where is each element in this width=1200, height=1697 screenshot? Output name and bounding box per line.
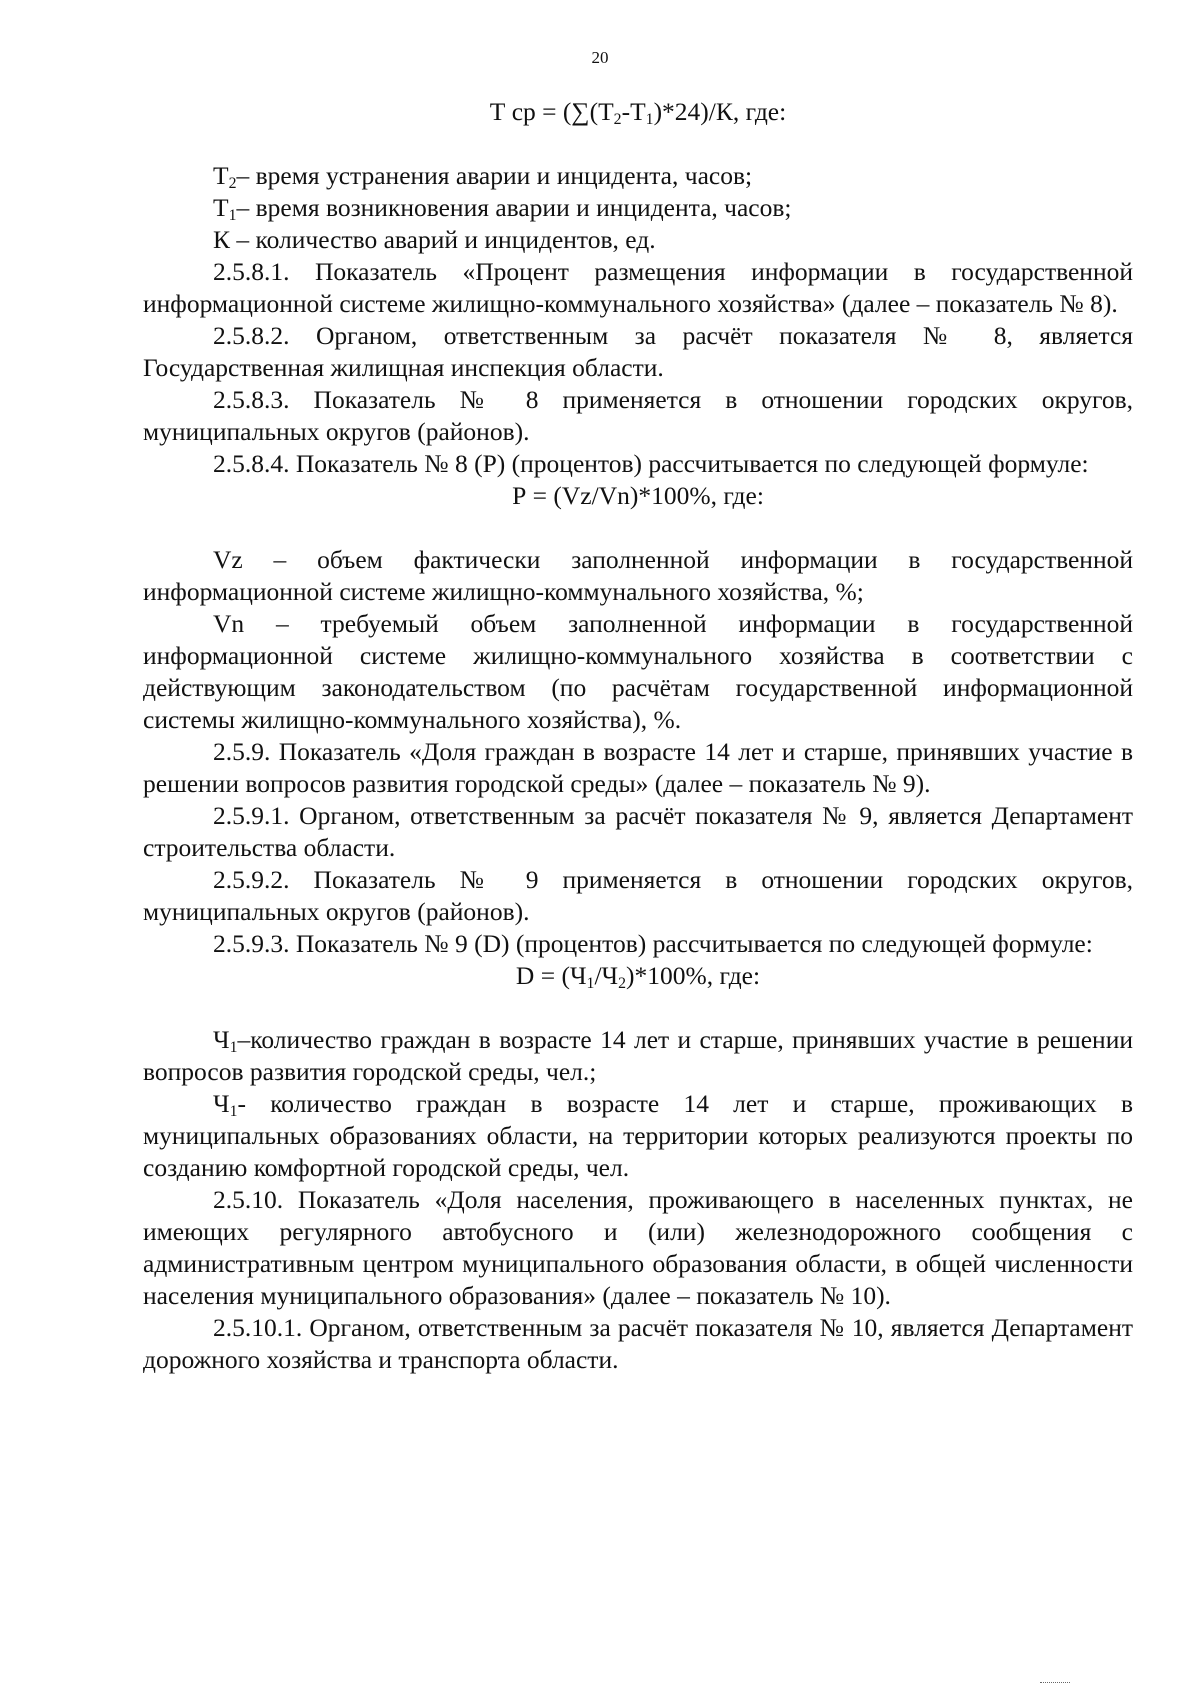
definition-t1 bbox=[143, 192, 1133, 224]
formula-d-rhs: )*100%, где: bbox=[626, 961, 761, 990]
definition-ch1-residents bbox=[143, 1088, 1133, 1184]
definition-t2-text: – время устранения аварии и инцидента, часов; bbox=[236, 161, 753, 190]
paragraph-2-5-9-2: 2.5.9.2. Показатель № 9 применяется в отношении городских округов, муниципальных округов (районов). bbox=[143, 865, 1133, 926]
paragraph-2-5-9-3: 2.5.9.3. Показатель № 9 (D) (процентов) рассчитывается по следующей формуле: bbox=[213, 929, 1093, 958]
definition-ch1a-symbol: Ч bbox=[213, 1025, 230, 1054]
formula-t-avg bbox=[143, 96, 1133, 128]
paragraph-2-5-8-4: 2.5.8.4. Показатель № 8 (Р) (процентов) рассчитывается по следующей формуле: bbox=[213, 449, 1089, 478]
formula-t-avg-rhs: )*24)/К, где: bbox=[653, 97, 787, 126]
definition-ch1-participants bbox=[143, 1024, 1133, 1088]
paragraph-2-5-8-2: 2.5.8.2. Органом, ответственным за расчёт показателя № 8, является Государственная жилищная инспекция области. bbox=[143, 321, 1133, 382]
formula-d-sub2: 2 bbox=[618, 974, 627, 992]
formula-d-sub1: 1 bbox=[586, 974, 595, 992]
paragraph-2-5-10-1: 2.5.10.1. Органом, ответственным за расчёт показателя № 10, является Департамент дорожного хозяйства и транспорта области. bbox=[143, 1313, 1133, 1374]
document-body bbox=[143, 96, 1133, 1376]
definition-vz: Vz – объем фактически заполненной информации в государственной информационной системе жилищно-коммунального хозяйства, %; bbox=[143, 545, 1133, 606]
paragraph-2-5-9: 2.5.9. Показатель «Доля граждан в возрасте 14 лет и старше, принявших участие в решении вопросов развития городской среды» (далее – показатель № 9). bbox=[143, 737, 1133, 798]
definition-t2-symbol: Т bbox=[213, 161, 229, 190]
definition-ch1b-symbol: Ч bbox=[213, 1089, 230, 1118]
definition-t1-sub: 1 bbox=[228, 206, 237, 224]
scan-artifact-mark bbox=[1040, 1682, 1070, 1689]
formula-t-avg-lhs: Т ср = (∑(Т bbox=[489, 97, 614, 126]
formula-t-avg-sub1: 2 bbox=[613, 110, 622, 128]
definition-ch1a-text: –количество граждан в возрасте 14 лет и старше, принявших участие в решении вопросов развития городской среды, чел.; bbox=[143, 1025, 1133, 1086]
paragraph-2-5-8-1: 2.5.8.1. Показатель «Процент размещения информации в государственной информационной системе жилищно-коммунального хозяйства» (далее – показатель № 8). bbox=[143, 257, 1133, 318]
formula-p: Р = (Vz/Vn)*100%, где: bbox=[512, 481, 764, 510]
definition-t1-symbol: Т bbox=[213, 193, 229, 222]
paragraph-2-5-8-3: 2.5.8.3. Показатель № 8 применяется в отношении городских округов, муниципальных округов (районов). bbox=[143, 385, 1133, 446]
formula-d-lhs: D = (Ч bbox=[515, 961, 587, 990]
definition-ch1b-text: - количество граждан в возрасте 14 лет и старше, проживающих в муниципальных образованиях области, на территории которых реализуются проекты по созданию комфортной городской среды, чел. bbox=[143, 1089, 1133, 1182]
formula-d bbox=[143, 960, 1133, 992]
definition-vn: Vn – требуемый объем заполненной информации в государственной информационной системе жилищно-коммунального хозяйства в соответствии с действующим законодательством (по расчётам государственной информационной системы жилищно-коммунального хозяйства), %. bbox=[143, 609, 1133, 734]
paragraph-2-5-9-1: 2.5.9.1. Органом, ответственным за расчёт показателя № 9, является Департамент строительства области. bbox=[143, 801, 1133, 862]
definition-t2 bbox=[143, 160, 1133, 192]
definition-k: К – количество аварий и инцидентов, ед. bbox=[213, 225, 656, 254]
page-number: 20 bbox=[591, 48, 609, 67]
formula-t-avg-mid: -Т bbox=[621, 97, 646, 126]
formula-t-avg-sub2: 1 bbox=[645, 110, 654, 128]
definition-ch1a-sub: 1 bbox=[229, 1038, 238, 1056]
paragraph-2-5-10: 2.5.10. Показатель «Доля населения, проживающего в населенных пунктах, не имеющих регулярного автобусного и (или) железнодорожного сообщения с административным центром муниципального образования области, в общей численности населения муниципального образования» (далее – показатель № 10). bbox=[143, 1185, 1133, 1310]
formula-d-mid: /Ч bbox=[594, 961, 619, 990]
definition-ch1b-sub: 1 bbox=[229, 1102, 238, 1120]
definition-t2-sub: 2 bbox=[228, 174, 237, 192]
definition-t1-text: – время возникновения аварии и инцидента, часов; bbox=[236, 193, 792, 222]
